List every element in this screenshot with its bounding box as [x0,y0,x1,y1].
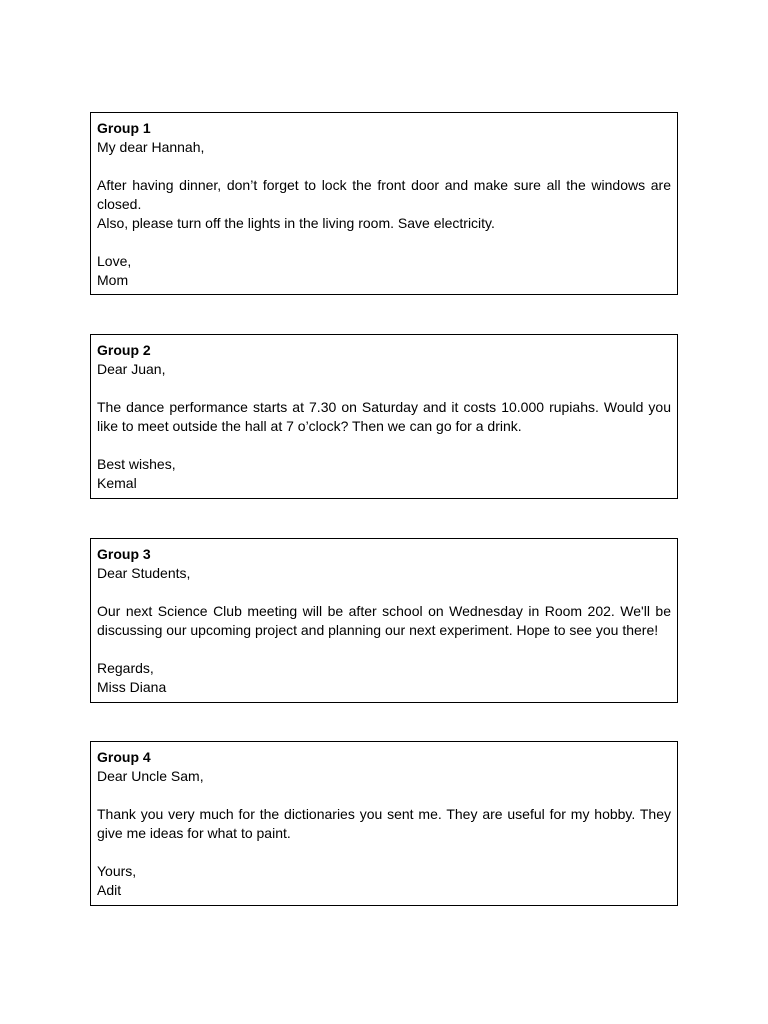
note-body-line: The dance performance starts at 7.30 on Saturday and it costs 10.000 rupiahs. Would you like to meet outside the hall at 7 o’clock? Then we can go for a drink. [97,399,671,434]
note-title: Group 4 [97,749,151,765]
note-signature: Adit [97,882,122,898]
note-closing: Regards, [97,660,154,676]
note-signature: Miss Diana [97,679,167,695]
note-body-line: Thank you very much for the dictionaries you sent me. They are useful for my hobby. They give me ideas for what to paint. [97,806,671,841]
note-title: Group 2 [97,342,151,358]
note-title: Group 1 [97,120,151,136]
spacer [97,379,671,398]
spacer [97,436,671,455]
note-greeting: My dear Hannah, [97,139,205,155]
spacer [97,583,671,602]
note-closing: Love, [97,253,132,269]
spacer [97,640,671,659]
note-group-3 [90,538,678,703]
note-title: Group 3 [97,546,151,562]
note-closing: Best wishes, [97,456,176,472]
note-signature: Mom [97,272,129,288]
spacer [97,157,671,176]
note-group-4 [90,741,678,906]
note-greeting: Dear Uncle Sam, [97,768,204,784]
spacer [97,233,671,252]
spacer [97,786,671,805]
note-body-line: Also, please turn off the lights in the living room. Save electricity. [97,215,495,231]
note-closing: Yours, [97,863,137,879]
note-group-2 [90,334,678,499]
spacer [97,843,671,862]
note-greeting: Dear Students, [97,565,191,581]
note-greeting: Dear Juan, [97,361,166,377]
note-group-1 [90,112,678,295]
note-signature: Kemal [97,475,137,491]
note-body-line: After having dinner, don’t forget to lock the front door and make sure all the windows are closed. [97,177,671,212]
note-body-line: Our next Science Club meeting will be after school on Wednesday in Room 202. We'll be discussing our upcoming project and planning our next experiment. Hope to see you there! [97,603,671,638]
